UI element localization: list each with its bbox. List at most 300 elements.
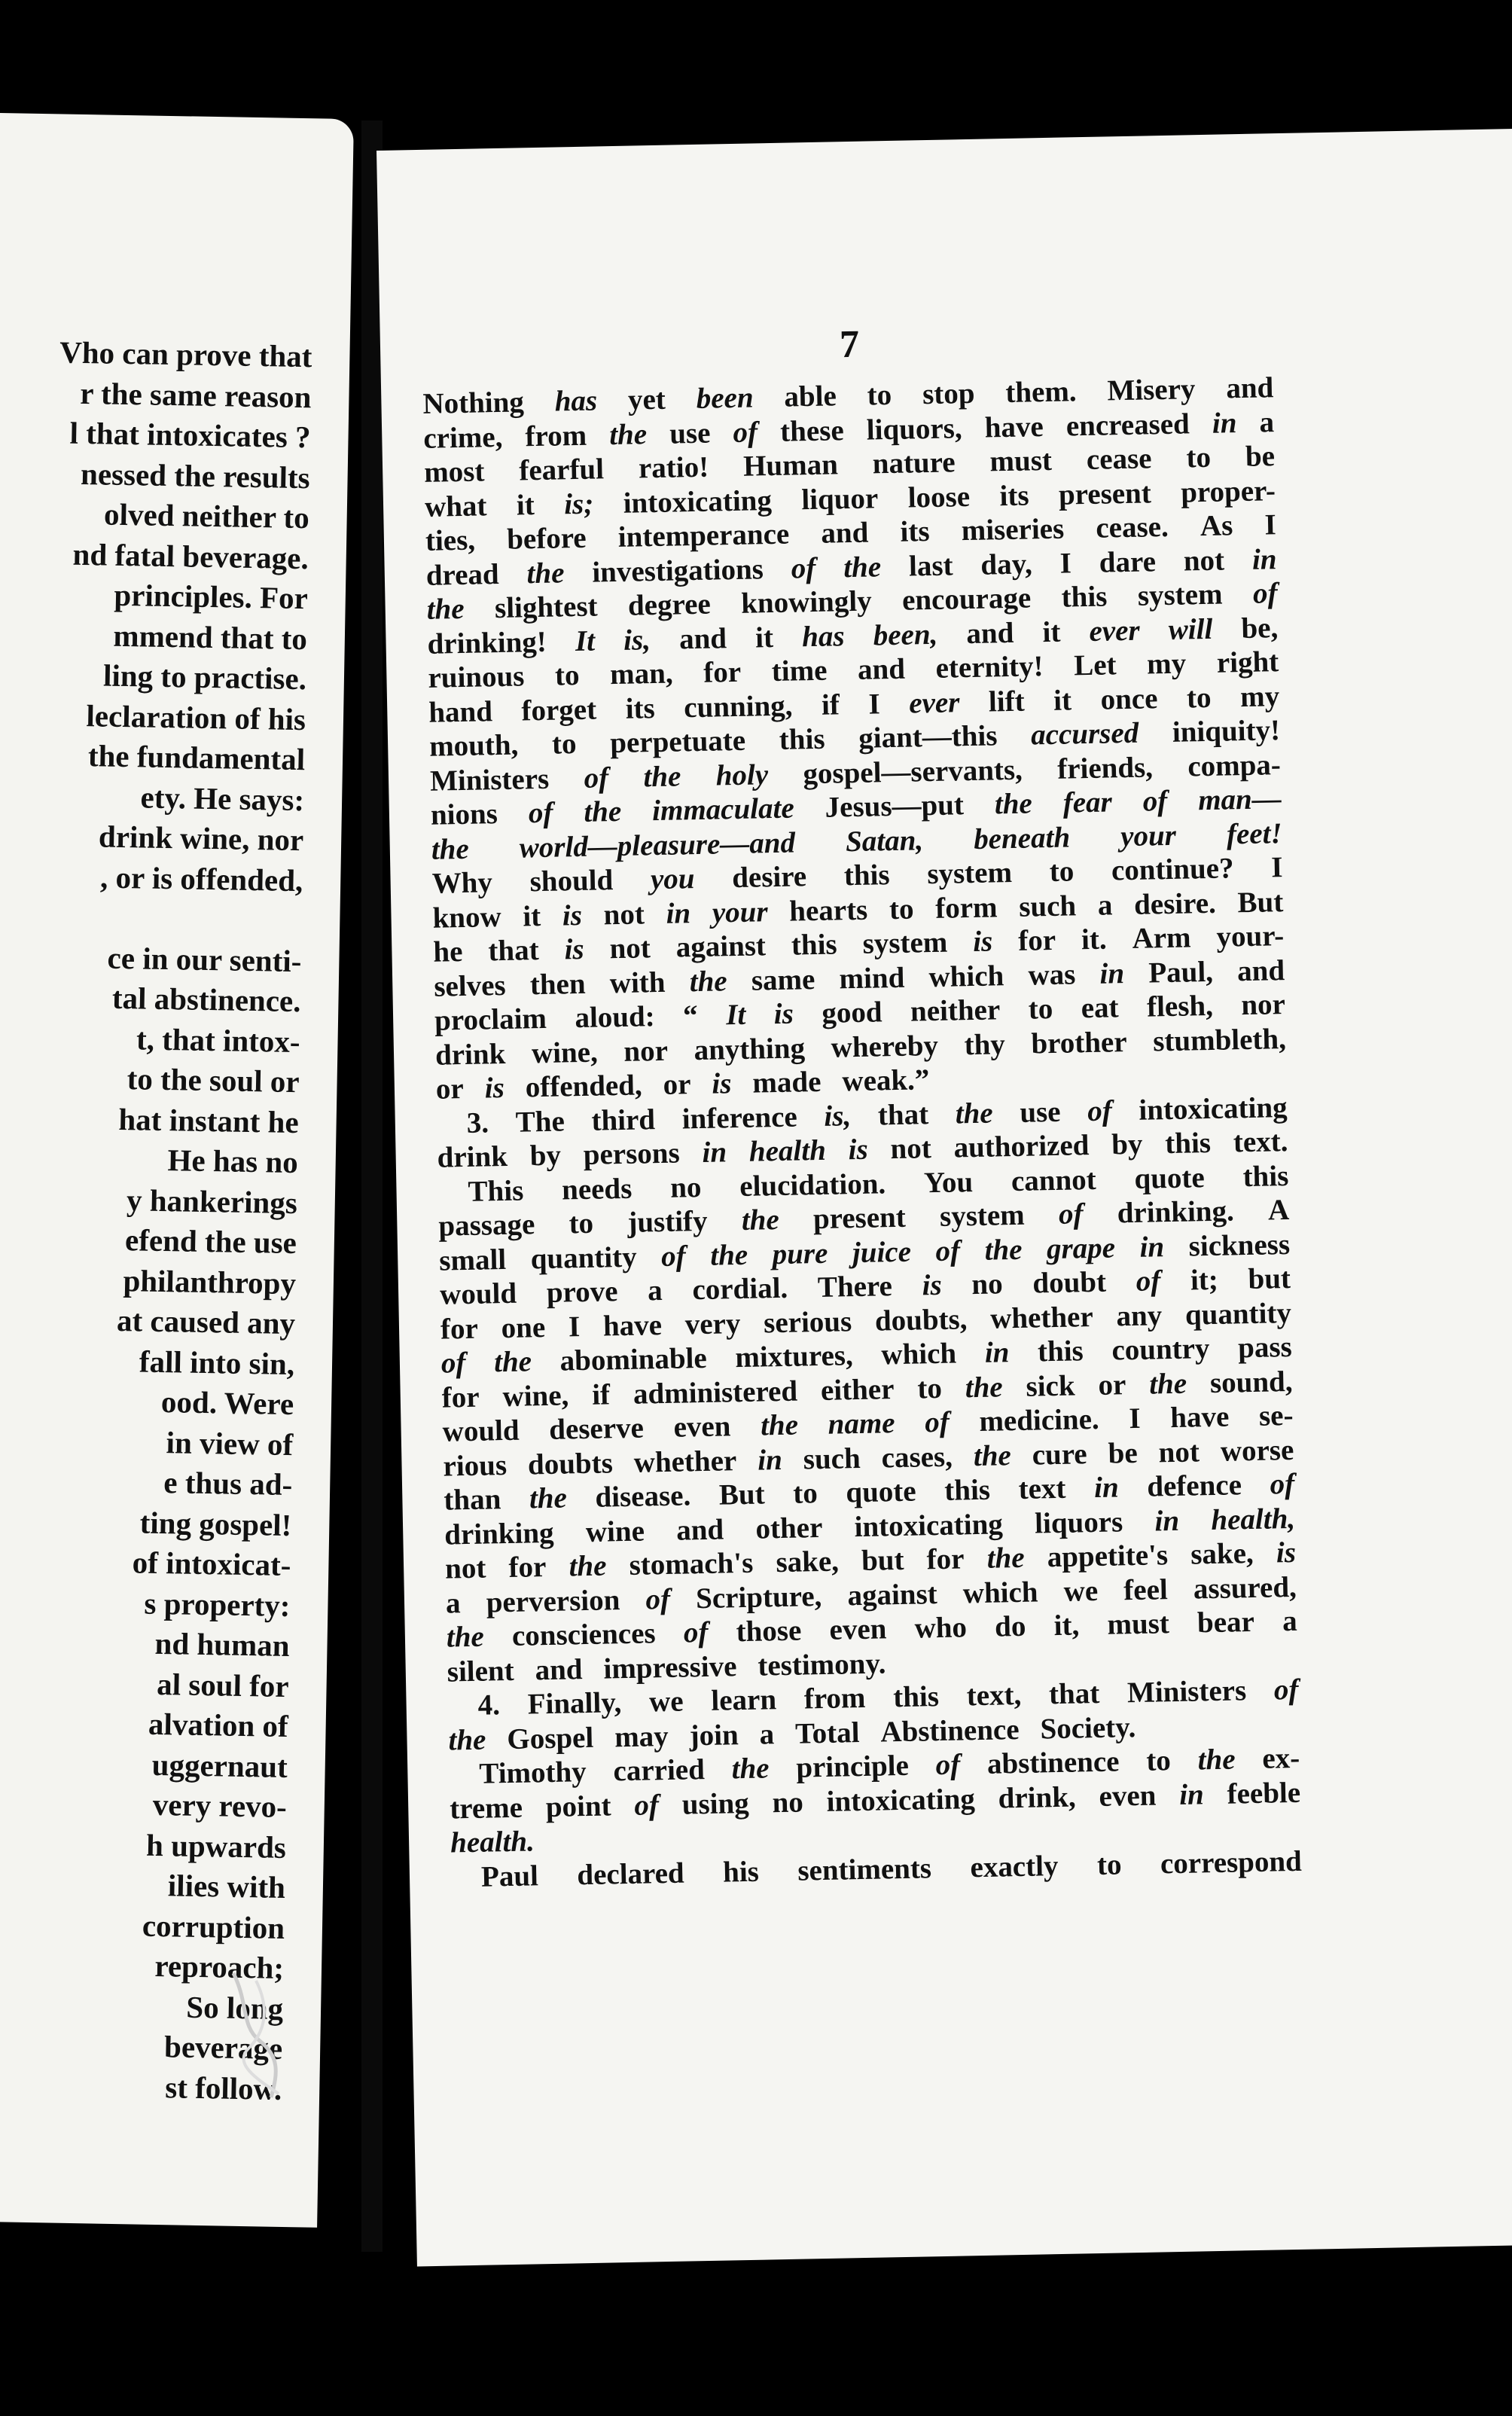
word: from <box>803 1681 866 1716</box>
word: exactly <box>970 1849 1059 1884</box>
word: abstinence <box>986 1745 1120 1780</box>
word: against <box>847 1577 938 1612</box>
word: should <box>529 864 614 898</box>
word: present <box>812 1200 907 1236</box>
word: of <box>660 1239 687 1273</box>
word: nor <box>623 1034 669 1068</box>
word: not <box>1183 543 1225 578</box>
word: Paul <box>480 1859 539 1893</box>
word: would <box>442 1414 520 1448</box>
word: grape <box>1046 1231 1116 1265</box>
word: loose <box>907 480 971 514</box>
left-page-line: the fundamental <box>87 738 306 777</box>
word: friends, <box>1056 750 1154 786</box>
word: that <box>877 1097 929 1131</box>
word: of <box>1142 785 1168 818</box>
word: in <box>984 1336 1010 1369</box>
word: is; <box>563 487 594 520</box>
word: a <box>759 1717 775 1751</box>
word: ever <box>908 685 960 720</box>
word: offended, <box>525 1069 643 1104</box>
word: intoxicating <box>826 1782 976 1818</box>
word: ever <box>1089 614 1141 648</box>
word: stomach's <box>629 1546 754 1582</box>
word: But <box>718 1478 765 1512</box>
word: the <box>446 1620 485 1654</box>
word: man— <box>1197 782 1282 817</box>
word: I <box>1264 508 1277 541</box>
word: this <box>791 928 838 962</box>
word: to <box>792 1477 818 1510</box>
word: 4. <box>477 1688 501 1722</box>
left-page-line: principles. For <box>114 577 309 616</box>
word: selves <box>433 969 507 1003</box>
word: even <box>673 1410 731 1444</box>
word: Why <box>431 866 493 900</box>
word: nor <box>1240 988 1286 1022</box>
word: but <box>861 1543 904 1577</box>
word: it. <box>1081 923 1108 956</box>
word: of <box>1087 1094 1113 1127</box>
word: and <box>966 616 1014 650</box>
word: and <box>678 621 727 655</box>
word: bear <box>1196 1605 1255 1640</box>
word: in <box>757 1443 783 1477</box>
word: to <box>889 892 914 926</box>
word: know <box>432 900 502 935</box>
word: Jesus—put <box>825 789 965 824</box>
word: this <box>892 1680 940 1714</box>
word: Ministers <box>1126 1674 1247 1710</box>
left-page-line: beverage <box>163 2029 283 2066</box>
word: made <box>752 1065 822 1100</box>
word: either <box>820 1372 895 1407</box>
word: health, <box>1211 1502 1296 1536</box>
left-page-line: uggernaut <box>151 1746 288 1784</box>
left-page-line: st follow. <box>164 2069 282 2106</box>
word: my <box>1239 679 1280 713</box>
word: cease. <box>1095 510 1169 545</box>
left-page-line: leclaration of his <box>86 697 306 737</box>
word: point <box>545 1789 611 1823</box>
word: liquors, <box>866 411 962 447</box>
left-page-line: h upwards <box>145 1827 287 1865</box>
left-page-line: e thus ad- <box>163 1465 293 1502</box>
word: same <box>751 962 815 997</box>
word: feet! <box>1226 816 1282 850</box>
word: and <box>1225 371 1274 405</box>
word: quote <box>1134 1161 1206 1195</box>
word: text <box>1018 1472 1066 1505</box>
word: its <box>900 514 930 548</box>
word: cure <box>1032 1437 1088 1472</box>
word: immaculate <box>651 792 795 828</box>
word: is <box>773 997 794 1031</box>
word: of <box>584 761 609 795</box>
word: the <box>493 1345 532 1379</box>
word: fear <box>1062 786 1113 819</box>
word: been, <box>873 618 938 651</box>
word: to <box>1049 855 1075 889</box>
word: abominable <box>559 1341 708 1377</box>
left-page-line: tal abstinence. <box>111 980 301 1019</box>
word: serious <box>763 1304 852 1339</box>
word: this <box>1061 580 1108 614</box>
word: fearful <box>518 453 605 487</box>
word: form <box>934 890 998 925</box>
word: of <box>924 1405 950 1439</box>
word: ratio! <box>638 450 709 485</box>
word: last <box>908 548 953 583</box>
word: of <box>528 796 553 830</box>
word: Human <box>742 448 839 483</box>
word: There <box>817 1270 893 1304</box>
word: Finally, <box>527 1686 622 1721</box>
word: Ministers <box>429 762 550 798</box>
word: weak.” <box>842 1063 930 1098</box>
word: health. <box>450 1825 535 1859</box>
word: encourage <box>901 581 1032 617</box>
word: anything <box>694 1031 806 1066</box>
word: ruinous <box>428 660 525 694</box>
word: use <box>1019 1095 1061 1129</box>
word: desire. <box>1133 886 1217 921</box>
word: the <box>689 964 727 998</box>
word: is, <box>623 623 651 657</box>
word: the <box>526 556 565 590</box>
word: for <box>441 1380 480 1414</box>
word: juice <box>852 1235 912 1269</box>
word: a <box>1097 888 1113 922</box>
word: crime, <box>422 420 503 455</box>
left-page-line: ilies with <box>167 1868 286 1905</box>
word: it, <box>1053 1609 1080 1643</box>
word: to <box>1096 1847 1122 1881</box>
left-page-line <box>0 895 333 942</box>
word: to <box>1028 992 1053 1026</box>
word: such <box>803 1441 861 1475</box>
word: feeble <box>1227 1776 1301 1810</box>
word: quantity <box>530 1240 637 1275</box>
word: it <box>1053 683 1072 717</box>
word: drinking! <box>427 625 547 660</box>
left-page-line: very revo- <box>152 1786 288 1824</box>
word: I <box>1128 1402 1141 1435</box>
word: for <box>703 655 742 689</box>
word: sound, <box>1209 1365 1293 1399</box>
word: doubt <box>1032 1265 1107 1300</box>
word: no <box>971 1267 1004 1301</box>
word: even <box>1099 1779 1157 1813</box>
left-page-text <box>0 331 343 2110</box>
word: not <box>444 1551 486 1585</box>
word: yet <box>627 383 666 416</box>
word: which <box>928 959 1004 993</box>
word: nature <box>872 446 956 480</box>
word: those <box>736 1614 802 1649</box>
left-page-line: reproach; <box>154 1948 285 1985</box>
word: using <box>681 1786 750 1821</box>
word: would <box>439 1277 517 1311</box>
word: to <box>916 1371 943 1405</box>
word: is <box>712 1067 732 1100</box>
word: to <box>554 658 580 692</box>
word: worse <box>1220 1433 1294 1468</box>
word: from <box>525 419 587 453</box>
word: intoxicating <box>623 484 773 520</box>
word: not <box>1158 1435 1200 1469</box>
word: has <box>801 619 845 653</box>
word: stumbleth, <box>1152 1022 1287 1057</box>
word: sick <box>1026 1368 1075 1403</box>
word: not <box>609 932 651 965</box>
word: pure <box>772 1237 828 1271</box>
word: It <box>725 998 746 1032</box>
word: cases, <box>881 1440 953 1474</box>
word: is <box>562 898 583 932</box>
word: drinking. <box>1117 1194 1235 1230</box>
word: pass <box>1237 1330 1293 1365</box>
word: we <box>1063 1574 1099 1608</box>
word: Misery <box>1107 373 1196 407</box>
word: of <box>935 1234 961 1267</box>
word: degree <box>627 587 712 622</box>
word: be, <box>1241 611 1279 645</box>
word: dare <box>1099 545 1157 579</box>
word: for <box>1017 923 1056 957</box>
word: carried <box>613 1753 706 1788</box>
word: the <box>955 1097 994 1130</box>
word: of <box>935 1748 961 1782</box>
word: cunning, <box>683 689 793 724</box>
word: do <box>994 1609 1026 1643</box>
word: doubts, <box>874 1302 968 1338</box>
word: you <box>650 862 695 896</box>
word: of <box>440 1347 466 1380</box>
word: is <box>848 1133 869 1167</box>
word: with <box>609 965 666 999</box>
left-page-line: corruption <box>142 1908 285 1945</box>
word: join <box>689 1718 739 1752</box>
word: treme <box>449 1791 523 1826</box>
word: we <box>648 1685 684 1719</box>
word: intemperance <box>617 517 790 554</box>
left-page-line: efend the use <box>124 1222 297 1261</box>
word: whether <box>989 1300 1094 1335</box>
left-page-line: ling to practise. <box>102 657 307 697</box>
word: eat <box>1081 991 1119 1025</box>
left-page-line: nd human <box>154 1625 290 1664</box>
word: the <box>843 550 882 584</box>
word: my <box>1146 647 1187 681</box>
word: the <box>994 787 1033 821</box>
word: Society. <box>1040 1710 1136 1745</box>
word: I <box>1059 546 1072 580</box>
word: will <box>1168 612 1213 646</box>
left-page-line: y hankerings <box>126 1182 298 1220</box>
word: it <box>522 899 541 932</box>
book-gutter <box>361 120 383 2252</box>
word: Nothing <box>422 386 525 420</box>
word: by <box>1111 1127 1143 1161</box>
word: perversion <box>486 1583 620 1619</box>
word: been <box>696 381 754 415</box>
word: this <box>1164 1126 1212 1161</box>
word: Gospel <box>506 1721 594 1756</box>
word: hand <box>428 694 493 729</box>
word: is <box>972 925 993 958</box>
word: is <box>564 932 585 966</box>
word: persons <box>583 1136 681 1171</box>
word: se- <box>1258 1399 1294 1432</box>
word: proper- <box>1180 474 1276 509</box>
word: drink, <box>998 1780 1077 1815</box>
word: slightest <box>494 590 598 625</box>
word: compa- <box>1187 748 1282 782</box>
word: wine, <box>502 1378 569 1413</box>
word: which <box>881 1337 957 1371</box>
word: beneath <box>973 820 1071 856</box>
left-page-line: nessed the results <box>80 456 311 495</box>
word: You <box>923 1165 974 1199</box>
word: sickness <box>1188 1228 1291 1263</box>
word: prove <box>546 1275 618 1309</box>
word: have <box>602 1308 663 1343</box>
word: the <box>741 1203 780 1237</box>
word: silent <box>447 1654 515 1688</box>
word: or <box>1098 1368 1126 1402</box>
word: in <box>1154 1504 1180 1537</box>
word: or <box>663 1068 691 1101</box>
word: sentiments <box>797 1851 932 1887</box>
word: in <box>702 1136 727 1169</box>
word: in <box>1099 956 1125 990</box>
word: his <box>722 1855 760 1889</box>
word: that <box>1048 1676 1100 1711</box>
word: quantity <box>1184 1296 1292 1332</box>
word: doubts <box>527 1446 614 1481</box>
word: small <box>438 1243 507 1277</box>
word: Satan, <box>845 823 924 858</box>
word: drink <box>437 1139 508 1174</box>
word: he <box>433 935 463 969</box>
word: lift <box>988 685 1025 718</box>
word: wine <box>585 1515 645 1548</box>
word: system <box>862 926 948 960</box>
word: Abstinence <box>880 1713 1020 1749</box>
word: Paul, <box>1148 955 1214 990</box>
word: for <box>926 1542 965 1576</box>
word: disease. <box>595 1479 691 1514</box>
word: country <box>1111 1332 1210 1367</box>
word: brother <box>1031 1025 1127 1060</box>
word: is <box>922 1268 943 1302</box>
word: of <box>1136 1264 1161 1298</box>
word: is <box>484 1071 505 1105</box>
word: use <box>669 416 711 450</box>
word: encreased <box>1065 407 1190 442</box>
word: a <box>1259 405 1275 439</box>
word: As <box>1200 509 1233 543</box>
word: a <box>647 1274 663 1307</box>
word: have <box>984 410 1044 444</box>
left-page-line: Vho can prove that <box>59 334 312 374</box>
left-page-line: l that intoxicates ? <box>69 415 311 455</box>
word: inference <box>681 1100 798 1135</box>
word: system <box>1137 578 1223 612</box>
word: be <box>1108 1436 1139 1470</box>
word: world—pleasure—and <box>519 826 796 865</box>
word: this <box>843 859 890 892</box>
word: your- <box>1216 920 1285 953</box>
word: must <box>1107 1607 1170 1641</box>
word: principle <box>795 1749 910 1784</box>
word: to <box>1145 1744 1172 1777</box>
word: no <box>772 1786 804 1819</box>
word: the <box>643 759 681 793</box>
word: perpetuate <box>609 724 746 760</box>
word: continue? <box>1111 852 1234 887</box>
word: this <box>1242 1159 1289 1193</box>
word: the <box>608 417 648 451</box>
word: But <box>1237 885 1284 919</box>
word: or <box>435 1072 465 1106</box>
word: holy <box>715 758 769 792</box>
word: testimony. <box>757 1646 886 1682</box>
word: feel <box>1123 1573 1169 1606</box>
word: iniquity! <box>1172 714 1281 749</box>
word: in <box>1178 1777 1205 1811</box>
word: has <box>554 384 598 418</box>
word: passage <box>438 1208 535 1243</box>
left-page-line: philanthropy <box>123 1262 297 1301</box>
word: of <box>634 1788 660 1822</box>
word: of <box>791 551 816 585</box>
left-page-line: , or is offended, <box>99 859 303 898</box>
word: the <box>731 1752 770 1786</box>
word: in <box>1251 542 1277 576</box>
word: nions <box>430 798 498 831</box>
left-page-line: hat instant he <box>118 1101 300 1139</box>
left-page-line: r the same reason <box>80 375 312 414</box>
word: your <box>1120 819 1177 853</box>
word: in <box>1093 1471 1120 1505</box>
left-page-line: ting gospel! <box>139 1505 292 1542</box>
word: no <box>669 1170 702 1204</box>
word: not <box>603 897 645 931</box>
word: it <box>516 488 535 522</box>
word: not <box>890 1132 932 1166</box>
word: then <box>529 967 586 1001</box>
word: this <box>779 722 825 756</box>
word: of <box>733 415 758 449</box>
word: administered <box>633 1374 798 1411</box>
word: of <box>1058 1197 1084 1231</box>
word: the <box>986 1541 1025 1575</box>
word: to <box>1186 681 1212 714</box>
word: authorized <box>953 1129 1090 1164</box>
word: ex- <box>1261 1741 1300 1775</box>
word: consciences <box>511 1617 657 1652</box>
word: thy <box>964 1027 1006 1061</box>
word: 3. <box>466 1106 489 1139</box>
word: even <box>829 1612 887 1646</box>
word: good <box>821 996 883 1030</box>
word: man, <box>609 657 674 691</box>
word: it; <box>1190 1263 1219 1297</box>
word: is <box>1276 1536 1297 1569</box>
word: your <box>712 895 768 929</box>
